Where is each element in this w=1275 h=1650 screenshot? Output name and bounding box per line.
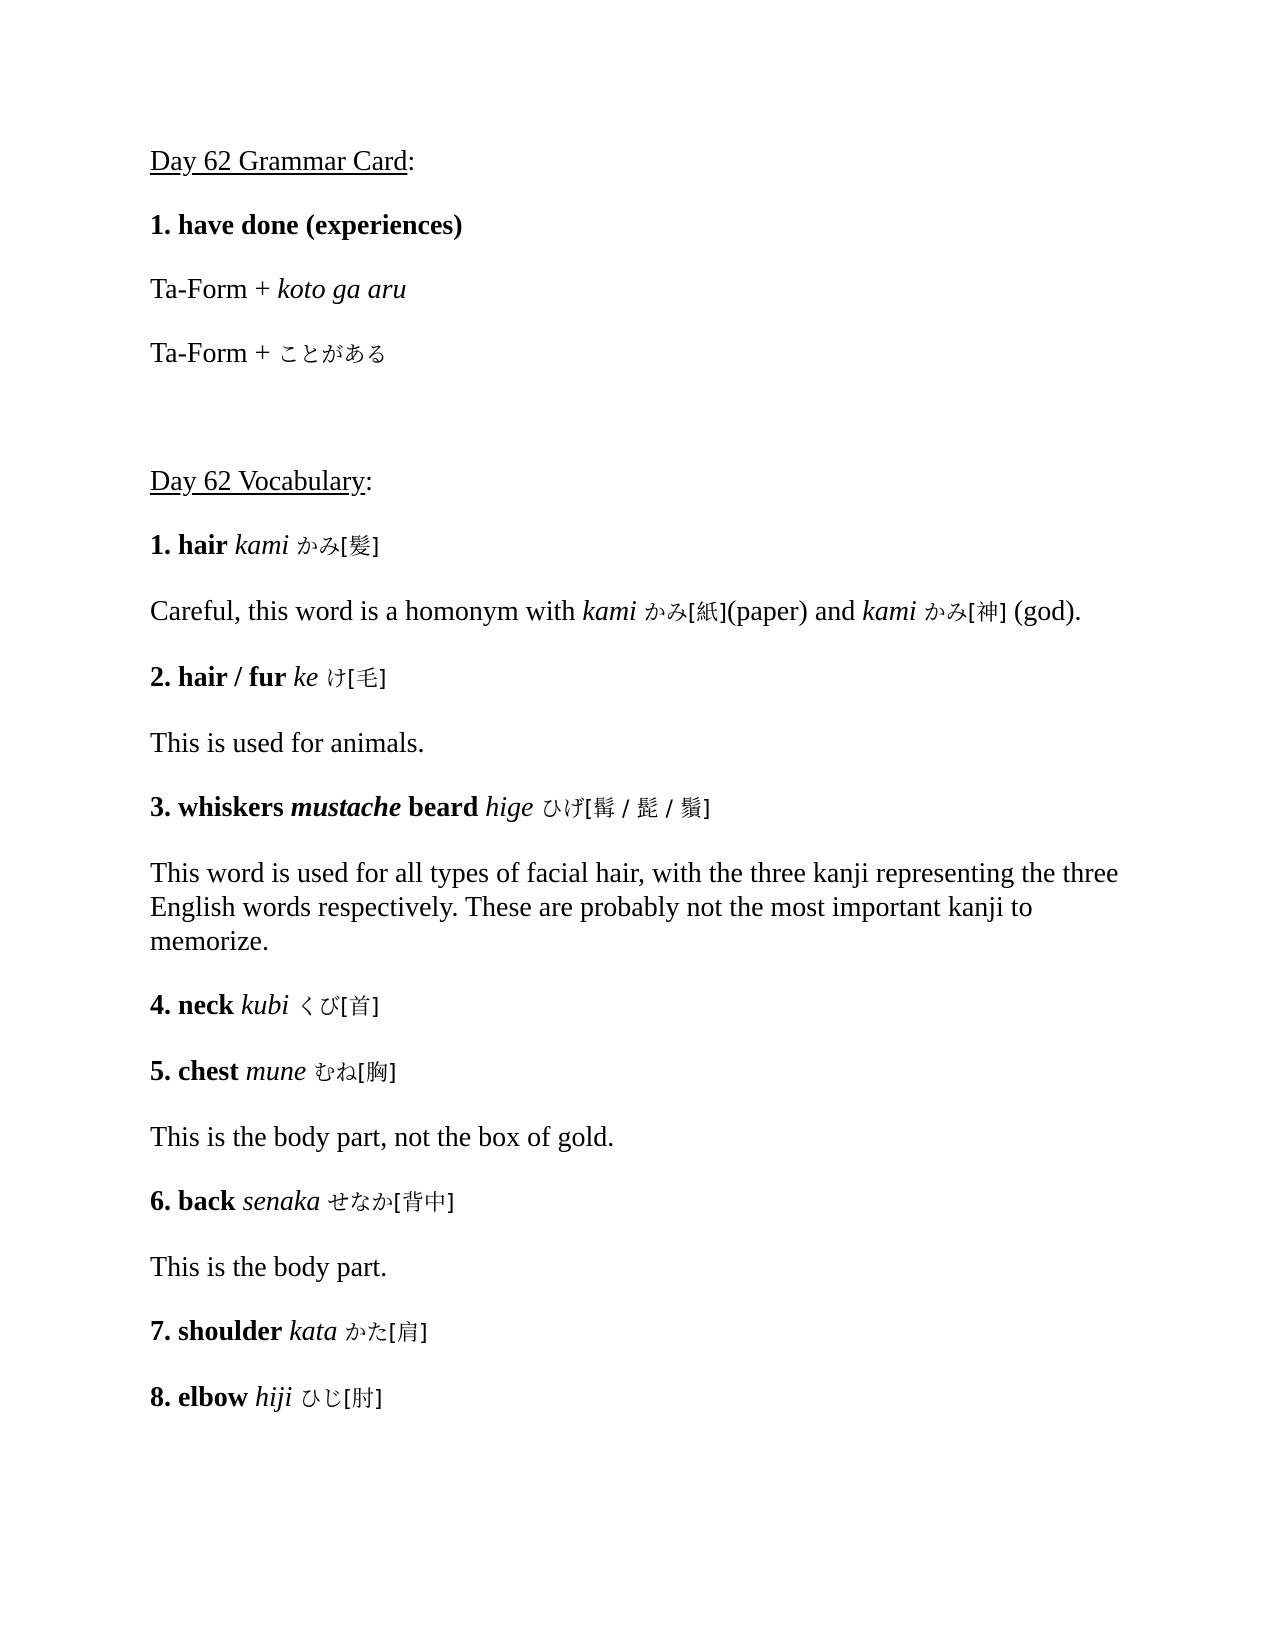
vocab-label: 2. hair / fur [150,662,287,693]
vocab-entry [150,791,1130,827]
vocab-romaji: kubi [241,990,290,1021]
vocab-kana: ひげ[髯 / 髭 / 鬚] [540,797,711,822]
vocab-entry [150,1315,1130,1351]
vocab-kana: くび[首] [296,995,380,1020]
vocab-romaji: mune [245,1056,307,1087]
vocab-romaji: hige [485,792,534,823]
vocab-label: 7. shoulder [150,1316,283,1347]
grammar-heading-colon: : [407,146,416,177]
formula-prefix: Ta-Form + [150,274,278,305]
vocab-entry [150,989,1130,1025]
vocab-romaji: kata [289,1316,338,1347]
vocab-kana: け[毛] [325,667,387,692]
vocab-entry [150,1381,1130,1417]
vocab-kana: かみ[髪] [296,535,380,560]
vocab-kana: むね[胸] [313,1061,397,1086]
vocab-note: This is the body part. [150,1252,388,1283]
document-page [150,145,1130,1417]
vocab-note: This is used for animals. [150,728,425,759]
vocab-label: 3. whiskers [150,792,291,823]
grammar-formula-kana [150,337,1130,373]
formula-prefix: Ta-Form + [150,338,278,369]
note-kana: かみ[紙] [643,601,728,626]
vocab-romaji: hiji [255,1382,293,1413]
grammar-item-title: 1. have done (experiences) [150,210,463,241]
vocab-heading-colon: : [365,466,373,497]
vocab-heading-text: Day 62 Vocabulary [150,466,366,497]
vocab-label: 4. neck [150,990,234,1021]
vocab-entry [150,1055,1130,1091]
vocab-note: This is the body part, not the box of gold. [150,1122,615,1153]
note-text: Careful, this word is a homonym with [150,596,583,627]
vocab-note: This word is used for all types of facial hair, with the three kanji representing the three English words respectively. These are probably not the most important kanji to memorize. [150,858,1119,957]
vocab-entry [150,529,1130,565]
grammar-heading-text: Day 62 Grammar Card [150,146,408,177]
note-text: (paper) and [727,596,863,627]
formula-romaji: koto ga aru [277,274,407,305]
vocab-label: mustache [290,792,402,823]
vocab-romaji: senaka [242,1186,321,1217]
vocab-romaji: ke [293,662,319,693]
grammar-formula-romaji [150,273,1130,307]
grammar-heading [150,145,1130,179]
vocab-label: 6. back [150,1186,236,1217]
vocab-kana: かた[肩] [344,1321,428,1346]
formula-kana: ことがある [277,343,388,368]
note-romaji: kami [862,596,917,627]
note-text: (god). [1013,596,1082,627]
vocab-entry [150,661,1130,697]
vocab-romaji: kami [234,530,290,561]
note-kana: かみ[神] [923,601,1007,626]
vocab-label: 5. chest [150,1056,239,1087]
vocab-kana: ひじ[肘] [299,1387,383,1412]
vocab-entry [150,1185,1130,1221]
vocab-label: 1. hair [150,530,228,561]
vocab-note [150,595,1130,631]
vocab-heading [150,465,1130,499]
note-romaji: kami [582,596,637,627]
vocab-label: 8. elbow [150,1382,248,1413]
vocab-label: beard [401,792,479,823]
vocab-kana: せなか[背中] [327,1191,455,1216]
